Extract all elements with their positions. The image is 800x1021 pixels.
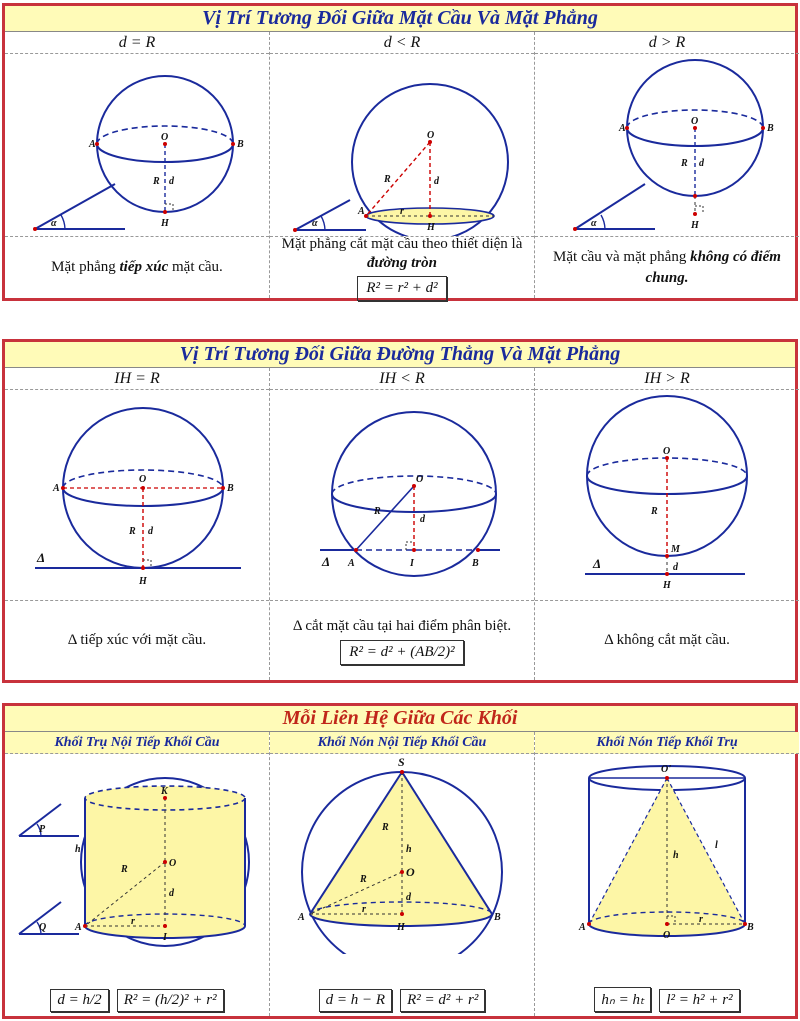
column-tangent bbox=[5, 32, 270, 298]
caption: Δ không cắt mặt cầu. bbox=[535, 600, 799, 680]
label-o: O bbox=[663, 930, 671, 941]
column-header: IH > R bbox=[535, 368, 799, 390]
label-o: O bbox=[691, 116, 699, 127]
label-o-prime: O' bbox=[661, 764, 671, 775]
label-r-small: r bbox=[362, 904, 366, 915]
formula-row bbox=[270, 989, 534, 1012]
label-delta: Δ bbox=[37, 550, 46, 565]
label-r-small: r bbox=[699, 914, 703, 925]
label-l: l bbox=[715, 840, 718, 851]
label-b: B bbox=[472, 558, 479, 569]
label-o: O bbox=[161, 132, 169, 143]
label-k: K bbox=[161, 786, 168, 797]
column-header: Khối Nón Tiếp Khối Trụ bbox=[535, 732, 799, 754]
figure-line-secant bbox=[270, 390, 534, 600]
figure-sphere-cut-plane bbox=[270, 54, 534, 236]
formula-row bbox=[5, 989, 269, 1012]
label-b: B bbox=[747, 922, 754, 933]
label-o: O bbox=[169, 858, 177, 869]
panel-sphere-line bbox=[2, 339, 798, 683]
figure-line-tangent bbox=[5, 390, 269, 600]
label-s: S bbox=[398, 755, 405, 769]
column-header: Khối Nón Nội Tiếp Khối Cầu bbox=[270, 732, 534, 754]
label-o: O bbox=[139, 474, 147, 485]
label-b: B bbox=[494, 912, 501, 923]
formula-box: R² = d² + (AB/2)² bbox=[340, 640, 463, 665]
panel-solids bbox=[2, 703, 798, 1019]
label-r-small: r bbox=[400, 206, 404, 217]
label-a: A bbox=[579, 922, 586, 933]
label-r: R bbox=[384, 174, 391, 185]
label-a: A bbox=[75, 922, 82, 933]
label-h: H bbox=[663, 580, 671, 591]
figure-cone-in-cylinder bbox=[535, 754, 799, 954]
formula-box: R² = (h/2)² + r² bbox=[117, 989, 224, 1012]
panel-title: Vị Trí Tương Đối Giữa Mặt Cầu Và Mặt Phẳng bbox=[5, 6, 795, 32]
figure-cylinder-in-sphere bbox=[5, 754, 269, 954]
column-cone-in-cylinder bbox=[535, 732, 799, 1016]
label-b: B bbox=[237, 139, 244, 150]
label-h: h bbox=[673, 850, 679, 861]
column-cylinder-in-sphere bbox=[5, 732, 270, 1016]
label-d: d bbox=[406, 892, 411, 903]
label-h: H bbox=[691, 220, 699, 231]
formula-row bbox=[535, 987, 799, 1012]
figure-sphere-separate-plane bbox=[535, 54, 799, 236]
label-i: I bbox=[163, 932, 167, 943]
label-h: H bbox=[427, 222, 435, 233]
caption: Mặt cầu và mặt phẳng không có điểm chung. bbox=[535, 236, 799, 298]
label-h: h bbox=[75, 844, 81, 855]
column-header: d > R bbox=[535, 32, 799, 54]
formula-box: d = h/2 bbox=[50, 989, 108, 1012]
formula-box: R² = r² + d² bbox=[357, 276, 446, 301]
column-header: IH = R bbox=[5, 368, 269, 390]
label-h: H bbox=[161, 218, 169, 229]
label-d: d bbox=[434, 176, 439, 187]
formula-box: l² = h² + r² bbox=[659, 989, 739, 1012]
column-header: IH < R bbox=[270, 368, 534, 390]
panel-title: Mỗi Liên Hệ Giữa Các Khối bbox=[5, 706, 795, 732]
label-m: M bbox=[671, 544, 680, 555]
label-r: R bbox=[153, 176, 160, 187]
column-header: Khối Trụ Nội Tiếp Khối Cầu bbox=[5, 732, 269, 754]
label-r: R bbox=[651, 506, 658, 517]
label-r: R bbox=[382, 822, 389, 833]
label-r-small: r bbox=[131, 916, 135, 927]
figure-line-outside bbox=[535, 390, 799, 600]
caption: Δ cắt mặt cầu tại hai điểm phân biệt. R² = d² + (AB/2)² bbox=[270, 600, 534, 680]
label-o: O bbox=[427, 130, 435, 141]
caption: Mặt phẳng cắt mặt cầu theo thiết diện là đường tròn R² = r² + d² bbox=[270, 236, 534, 298]
label-alpha: α bbox=[591, 218, 597, 229]
label-r: R bbox=[129, 526, 136, 537]
label-r: R bbox=[681, 158, 688, 169]
panel-title: Vị Trí Tương Đối Giữa Đường Thẳng Và Mặt Phẳng bbox=[5, 342, 795, 368]
formula-box: d = h − R bbox=[319, 989, 392, 1012]
column-header: d < R bbox=[270, 32, 534, 54]
label-h-point: H bbox=[397, 922, 405, 933]
column-line-secant bbox=[270, 368, 535, 680]
column-cone-in-sphere bbox=[270, 732, 535, 1016]
label-r-2: R bbox=[360, 874, 367, 885]
label-h: h bbox=[406, 844, 412, 855]
label-a: A bbox=[89, 139, 96, 150]
label-o: O bbox=[406, 865, 415, 879]
label-d: d bbox=[420, 514, 425, 525]
caption: Mặt phẳng tiếp xúc mặt cầu. bbox=[5, 236, 269, 298]
label-a: A bbox=[53, 483, 60, 494]
label-b: B bbox=[767, 123, 774, 134]
label-b: B bbox=[227, 483, 234, 494]
label-a: A bbox=[348, 558, 355, 569]
label-delta: Δ bbox=[593, 556, 602, 571]
column-no-intersect bbox=[535, 32, 799, 298]
label-o: O bbox=[663, 446, 671, 457]
label-delta: Δ bbox=[322, 554, 331, 569]
label-a: A bbox=[358, 206, 365, 217]
label-d: d bbox=[673, 562, 678, 573]
label-alpha: α bbox=[51, 218, 57, 229]
formula-box: hₙ = hₜ bbox=[594, 987, 651, 1012]
label-d: d bbox=[169, 888, 174, 899]
column-header: d = R bbox=[5, 32, 269, 54]
label-d: d bbox=[148, 526, 153, 537]
column-line-tangent bbox=[5, 368, 270, 680]
label-h: H bbox=[139, 576, 147, 587]
panel-sphere-plane bbox=[2, 3, 798, 301]
column-line-outside bbox=[535, 368, 799, 680]
label-d: d bbox=[169, 176, 174, 187]
formula-box: R² = d² + r² bbox=[400, 989, 485, 1012]
label-r: R bbox=[121, 864, 128, 875]
label-p: P bbox=[39, 824, 46, 835]
label-q: Q bbox=[39, 922, 47, 933]
label-r: R bbox=[374, 506, 381, 517]
figure-cone-in-sphere bbox=[270, 754, 534, 954]
label-alpha: α bbox=[312, 218, 318, 229]
label-o: O bbox=[416, 474, 424, 485]
label-d: d bbox=[699, 158, 704, 169]
column-intersect bbox=[270, 32, 535, 298]
label-a: A bbox=[619, 123, 626, 134]
label-a: A bbox=[298, 912, 305, 923]
caption: Δ tiếp xúc với mặt cầu. bbox=[5, 600, 269, 680]
figure-sphere-tangent-plane bbox=[5, 54, 269, 236]
label-i: I bbox=[410, 558, 414, 569]
